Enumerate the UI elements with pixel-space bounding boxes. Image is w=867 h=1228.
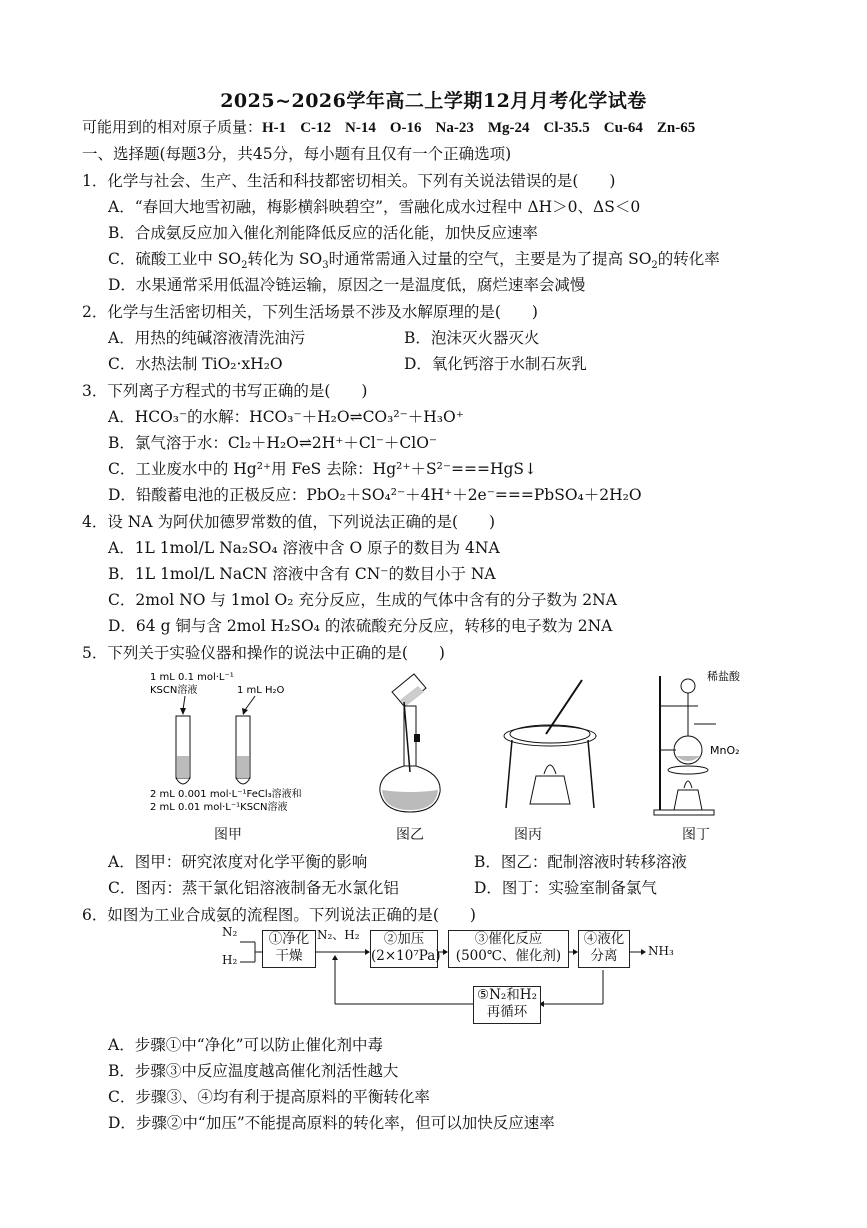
q5-option-c: C．图丙：蒸干氯化铝溶液制备无水氯化铝 [108, 879, 399, 897]
flow-box-recycle [473, 986, 541, 1024]
q3-option-b: B．氯气溶于水：Cl₂＋H₂O⇌2H⁺＋Cl⁻＋ClO⁻ [108, 434, 438, 452]
q1-c-post: 时通常需通入过量的空气，主要是为了提高 SO [328, 250, 652, 268]
iron-stand-base [654, 810, 714, 815]
test-tube-right-bottom [236, 778, 250, 784]
figure-label-yi: 图乙 [396, 827, 424, 843]
test-tube-left-bottom [176, 778, 190, 784]
fig4-acid-label: 稀盐酸 [707, 670, 740, 683]
box4-line2: 分离 [590, 948, 618, 964]
box3-line1: ③催化反应 [474, 931, 543, 947]
mass-n: N-14 [345, 120, 376, 136]
q4-option-d: D．64 g 铜与含 2mol H₂SO₄ 的浓硫酸充分反应，转移的电子数为 2NA [108, 617, 613, 635]
box2-line2: (2×10⁷Pa) [371, 948, 441, 964]
mass-na: Na-23 [435, 120, 474, 136]
tripod-leg-left [506, 740, 512, 808]
fig4-mno2-label: MnO₂ [710, 744, 740, 757]
page-title: 2025~2026学年高二上学期12月月考化学试卷 [220, 90, 647, 112]
alcohol-lamp [530, 776, 570, 804]
box5-line1: ⑤N₂和H₂ [476, 987, 537, 1003]
figure-label-jia: 图甲 [214, 827, 242, 843]
alcohol-lamp-ding [674, 790, 702, 810]
figure-bing-evaporating-dish [500, 676, 600, 818]
flask-contents [676, 756, 700, 761]
flow-n2-label: N₂ [222, 925, 238, 939]
mass-cu: Cu-64 [603, 120, 643, 136]
box2-line1: ②加压 [383, 931, 425, 947]
q3-option-d: D．铅酸蓄电池的正极反应：PbO₂＋SO₄²⁻＋4H⁺＋2e⁻===PbSO₄＋2H₂O [108, 486, 642, 504]
fig1-arrowhead-right [242, 708, 248, 715]
mass-c: C-12 [300, 120, 332, 136]
q1-option-d: D．水果通常采用低温冷链运输，原因之一是温度低，腐烂速率会减慢 [108, 276, 586, 294]
flow-box-purify [262, 930, 316, 968]
flow-box-pressurize [370, 930, 441, 968]
box3-line2: (500℃、催化剂) [455, 948, 562, 964]
separatory-funnel [681, 679, 695, 693]
fig1-water-label: 1 mL H₂O [237, 685, 285, 696]
test-tube-right-liquid [237, 756, 249, 778]
q2-option-d: D．氧化钙溶于水制石灰乳 [404, 355, 587, 373]
box1-line2: 干燥 [275, 948, 303, 964]
mass-cl: Cl-35.5 [543, 120, 590, 136]
q5-stem: 5．下列关于实验仪器和操作的说法中正确的是( ) [82, 644, 445, 662]
q4-stem: 4．设 NA 为阿伏加德罗常数的值，下列说法正确的是( ) [82, 513, 496, 531]
arrowhead-5 [641, 949, 646, 955]
q1-stem: 1．化学与社会、生产、生活和科技都密切相关。下列有关说法错误的是( ) [82, 172, 616, 190]
masses-label: 可能用到的相对原子质量： [82, 118, 263, 136]
figure-jia-test-tubes [145, 668, 320, 818]
figure-label-bing: 图丙 [514, 827, 542, 843]
box1-line1: ①净化 [268, 931, 310, 947]
q2-stem: 2．化学与生活密切相关，下列生活场景不涉及水解原理的是( ) [82, 303, 538, 321]
q3-stem: 3．下列离子方程式的书写正确的是( ) [82, 382, 368, 400]
atomic-masses [82, 116, 695, 137]
flask-stopper [414, 734, 420, 742]
fig1-reagent-label: 1 mL 0.1 mol·L⁻¹ [150, 672, 234, 683]
q5-option-a: A．图甲：研究浓度对化学平衡的影响 [108, 853, 368, 871]
figure-yi-volumetric-flask [370, 662, 450, 820]
q6-option-a: A．步骤①中“净化”可以防止催化剂中毒 [108, 1036, 384, 1054]
test-tube-left-liquid [177, 756, 189, 778]
q1-c-pre: C．硫酸工业中 SO [108, 250, 242, 268]
box4-line1: ④液化 [583, 931, 625, 947]
flow-box-catalysis [448, 930, 569, 968]
q4-option-a: A．1L 1mol/L Na₂SO₄ 溶液中含 O 原子的数目为 4NA [108, 539, 500, 557]
q5-option-b: B．图乙：配制溶液时转移溶液 [474, 853, 687, 871]
figure-label-ding: 图丁 [682, 827, 710, 843]
box5-line2: 再循环 [486, 1004, 528, 1020]
glass-rod [404, 702, 410, 772]
figure-ding-chlorine-setup [652, 666, 762, 818]
fig1-arrowhead-left [180, 708, 186, 715]
q5-option-d: D．图丁：实验室制备氯气 [474, 879, 657, 897]
fig1-arrow-right [245, 696, 255, 710]
q2-option-c: C．水热法制 TiO₂·xH₂O [108, 355, 283, 373]
q4-option-b: B．1L 1mol/L NaCN 溶液中含有 CN⁻的数目小于 NA [108, 565, 496, 583]
q2-option-b: B．泡沫灭火器灭火 [404, 329, 540, 347]
q2-option-a: A．用热的纯碱溶液清洗油污 [108, 329, 306, 347]
arrowhead-7 [332, 955, 338, 960]
fig1-bottom-label-2: 2 mL 0.01 mol·L⁻¹KSCN溶液 [150, 802, 288, 813]
mass-mg: Mg-24 [487, 120, 530, 136]
fig1-bottom-label-1: 2 mL 0.001 mol·L⁻¹FeCl₃溶液和 [150, 789, 302, 800]
q4-option-c: C．2mol NO 与 1mol O₂ 充分反应，生成的气体中含有的分子数为 2NA [108, 591, 617, 609]
mass-h: H-1 [262, 120, 287, 136]
q6-option-c: C．步骤③、④均有利于提高原料的平衡转化率 [108, 1088, 430, 1106]
mass-zn: Zn-65 [656, 120, 696, 136]
fig1-arrow-left [183, 696, 185, 710]
q1-option-c: C．硫酸工业中 $SO_2$转化为 $SO_3$时通常需通入过量的空气，主要是为了提高 $SO_2$的转化率 [108, 250, 720, 272]
q1-option-b: B．合成氨反应加入催化剂能降低反应的活化能，加快反应速率 [108, 224, 538, 242]
flame [544, 765, 556, 774]
q6-option-d: D．步骤②中“加压”不能提高原料的转化率，但可以加快反应速率 [108, 1114, 555, 1132]
q1-option-a: A．“春回大地雪初融，梅影横斜映碧空”，雪融化成水过程中 ΔH＞0、ΔS＜0 [108, 198, 641, 216]
tripod-leg-right [588, 740, 594, 808]
q6-stem: 6．如图为工业合成氨的流程图。下列说法正确的是( ) [82, 906, 476, 924]
fig1-reagent-label-2: KSCN溶液 [150, 685, 198, 696]
flow-box-liquefy [578, 930, 630, 968]
flow-mix-label: N₂、H₂ [317, 928, 360, 942]
asbestos-gauze [668, 766, 708, 774]
q1-c-mid: 转化为 SO [247, 250, 323, 268]
flow-nh3-label: NH₃ [648, 944, 674, 958]
flow-h2-label: H₂ [222, 953, 238, 967]
q6-option-b: B．步骤③中反应温度越高催化剂活性越大 [108, 1062, 399, 1080]
q1-c-end: 的转化率 [657, 250, 720, 268]
section-heading: 一、选择题(每题3分，共45分，每小题有且仅有一个正确选项) [82, 145, 512, 163]
q3-option-c: C．工业废水中的 Hg²⁺用 FeS 去除：Hg²⁺＋S²⁻===HgS↓ [108, 460, 538, 478]
mass-o: O-16 [389, 120, 422, 136]
q3-option-a: A．HCO₃⁻的水解：HCO₃⁻＋H₂O⇌CO₃²⁻＋H₃O⁺ [108, 408, 464, 426]
lamp-flame [684, 781, 692, 788]
